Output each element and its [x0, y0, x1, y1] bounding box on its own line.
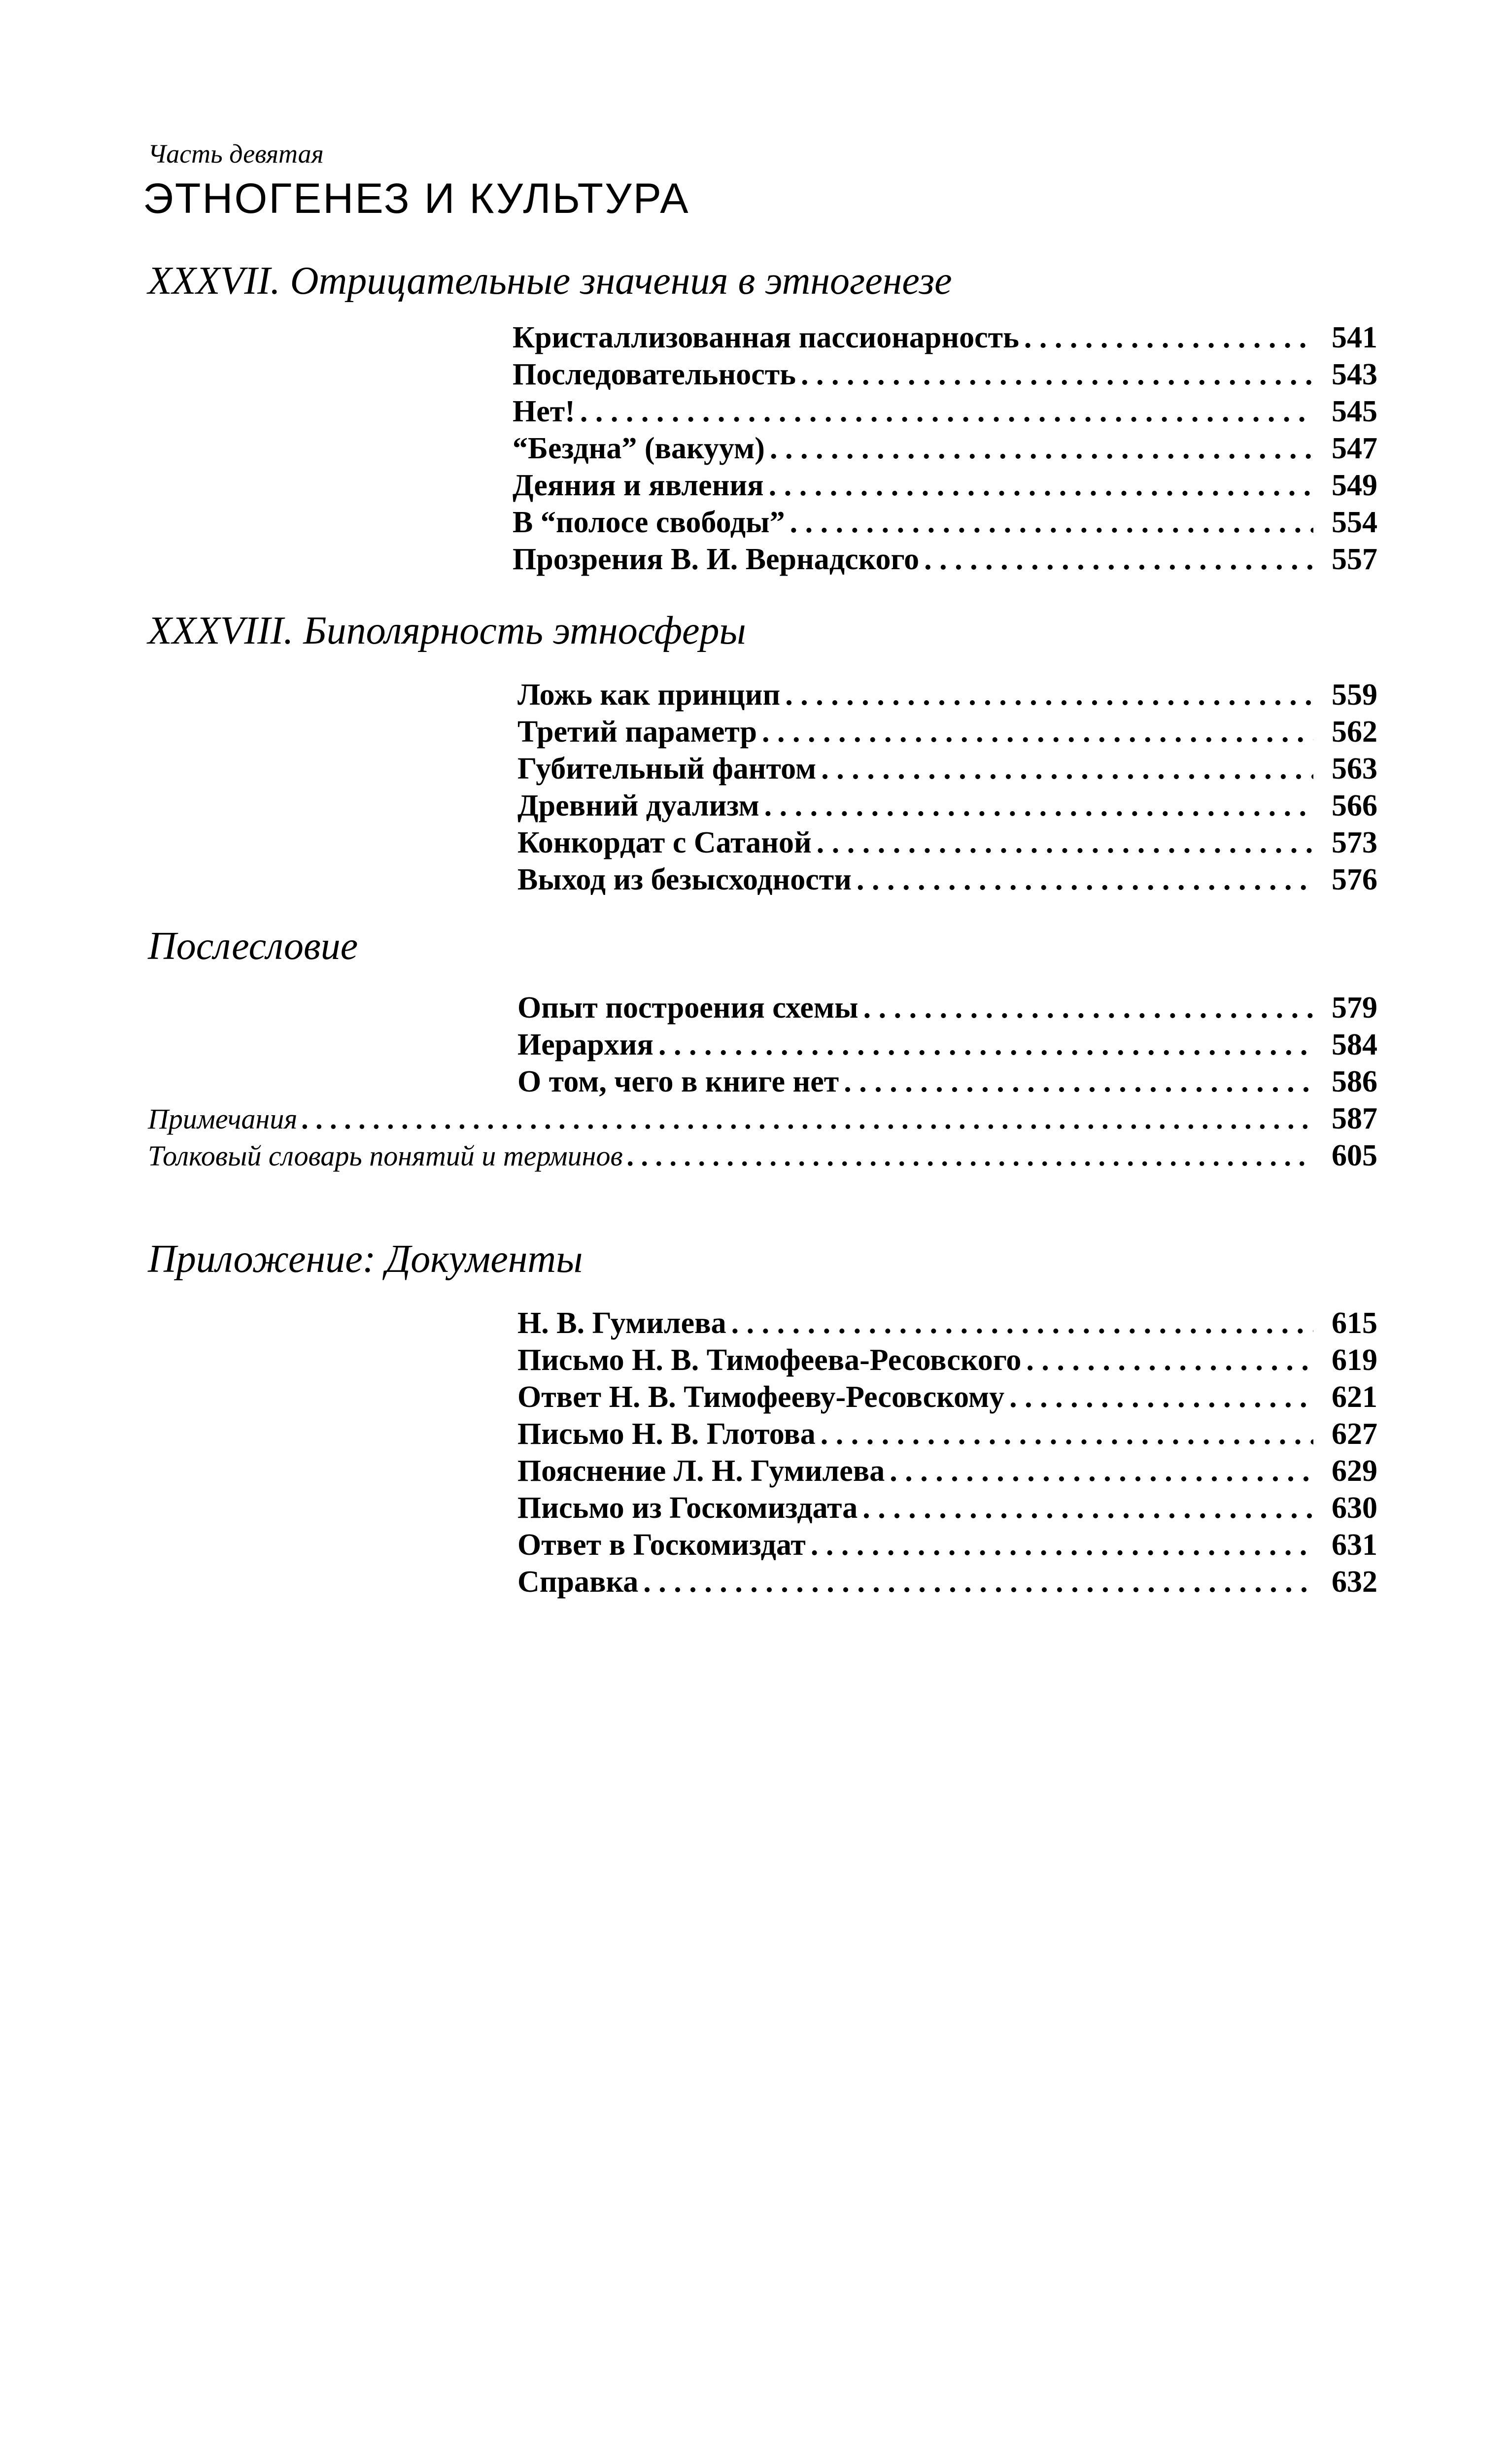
dot-leader: [302, 1102, 1313, 1136]
entry-page: 621: [1332, 1380, 1377, 1414]
entry-page: 545: [1332, 395, 1377, 428]
appendix-heading: Приложение: Документы: [148, 1237, 583, 1281]
entry-page: 631: [1332, 1528, 1377, 1562]
entry-page: 563: [1332, 752, 1377, 786]
entry-page: 584: [1332, 1028, 1377, 1061]
toc-entry[interactable]: [517, 752, 1377, 786]
afterword-heading: Послесловие: [148, 924, 358, 968]
dot-leader: [863, 991, 1313, 1025]
chapter-heading-37: XXXVII. Отрицательные значения в этногенезе: [148, 259, 952, 303]
entry-page: 605: [1332, 1139, 1377, 1172]
toc-entry[interactable]: [517, 1491, 1377, 1525]
entry-page: 586: [1332, 1065, 1377, 1098]
toc-entry[interactable]: [513, 542, 1377, 577]
entry-title: Ложь как принцип: [517, 678, 781, 712]
entry-page: 559: [1332, 678, 1377, 712]
dot-leader: [857, 862, 1313, 897]
chapter-heading-38: XXXVIII. Биполярность этносферы: [148, 609, 746, 652]
entry-page: 541: [1332, 321, 1377, 354]
toc-entry[interactable]: [517, 1027, 1377, 1062]
toc-entry-notes[interactable]: [148, 1101, 1377, 1136]
toc-entry[interactable]: [513, 505, 1377, 540]
dot-leader: [801, 357, 1313, 392]
dot-leader: [731, 1306, 1313, 1340]
entry-title: Справка: [517, 1565, 639, 1599]
toc-entry[interactable]: [513, 357, 1377, 392]
entry-page: 627: [1332, 1417, 1377, 1451]
entry-page: 587: [1332, 1102, 1377, 1135]
toc-entry[interactable]: [513, 468, 1377, 503]
dot-leader: [658, 1027, 1313, 1062]
dot-leader: [844, 1064, 1313, 1099]
toc-entry[interactable]: [517, 1565, 1377, 1599]
toc-entry[interactable]: [517, 678, 1377, 712]
dot-leader: [1026, 1343, 1313, 1377]
entry-page: 630: [1332, 1491, 1377, 1525]
toc-entry-glossary[interactable]: [148, 1138, 1377, 1173]
dot-leader: [785, 678, 1313, 712]
entry-page: 549: [1332, 469, 1377, 502]
dot-leader: [811, 1528, 1313, 1562]
entry-title: Н. В. Гумилева: [517, 1306, 726, 1340]
entry-title: Иерархия: [517, 1028, 653, 1061]
dot-leader: [764, 788, 1313, 823]
entry-page: 632: [1332, 1565, 1377, 1599]
entry-page: 573: [1332, 826, 1377, 859]
dot-leader: [762, 715, 1313, 749]
toc-entry[interactable]: [517, 1528, 1377, 1562]
entry-title: Примечания: [148, 1103, 298, 1135]
entry-page: 554: [1332, 506, 1377, 539]
toc-entry[interactable]: [517, 825, 1377, 860]
toc-entry[interactable]: [517, 1343, 1377, 1377]
dot-leader: [770, 431, 1313, 466]
dot-leader: [769, 468, 1313, 503]
toc-entry[interactable]: [517, 1417, 1377, 1451]
entry-title: Выход из безысходности: [517, 863, 852, 896]
dot-leader: [628, 1139, 1313, 1173]
toc-entry[interactable]: [517, 715, 1377, 749]
dot-leader: [580, 394, 1313, 429]
dot-leader: [790, 505, 1313, 540]
entry-page: 566: [1332, 789, 1377, 822]
entry-page: 576: [1332, 863, 1377, 896]
toc-entry[interactable]: [517, 991, 1377, 1025]
entry-page: 557: [1332, 543, 1377, 576]
dot-leader: [924, 542, 1313, 577]
entry-title: Губительный фантом: [517, 752, 817, 786]
entry-title: Письмо Н. В. Тимофеева-Ресовского: [517, 1343, 1022, 1377]
entry-title: Древний дуализм: [517, 789, 759, 822]
toc-entry[interactable]: [513, 431, 1377, 466]
entry-title: Письмо из Госкомиздата: [517, 1491, 858, 1525]
entry-title: Ответ в Госкомиздат: [517, 1528, 806, 1562]
entry-page: 579: [1332, 991, 1377, 1025]
dot-leader: [862, 1491, 1313, 1525]
entry-page: 543: [1332, 358, 1377, 391]
toc-entry[interactable]: [517, 1454, 1377, 1488]
entry-title: Нет!: [513, 395, 575, 428]
part-label: Часть девятая: [148, 139, 324, 169]
entry-title: Прозрения В. И. Вернадского: [513, 543, 920, 576]
dot-leader: [821, 1417, 1313, 1451]
dot-leader: [1009, 1380, 1313, 1414]
entry-page: 547: [1332, 432, 1377, 465]
entry-title: Письмо Н. В. Глотова: [517, 1417, 816, 1451]
entry-title: Толковый словарь понятий и терминов: [148, 1140, 623, 1172]
entry-title: Последовательность: [513, 358, 796, 391]
toc-entry[interactable]: [513, 320, 1377, 355]
dot-leader: [821, 752, 1313, 786]
toc-entry[interactable]: [513, 394, 1377, 429]
toc-entry[interactable]: [517, 788, 1377, 823]
entry-title: Пояснение Л. Н. Гумилева: [517, 1454, 885, 1488]
entry-title: Конкордат с Сатаной: [517, 826, 812, 859]
entry-title: О том, чего в книге нет: [517, 1065, 839, 1098]
dot-leader: [890, 1454, 1313, 1488]
toc-entry[interactable]: [517, 1306, 1377, 1340]
entry-title: Опыт построения схемы: [517, 991, 858, 1025]
toc-entry[interactable]: [517, 1064, 1377, 1099]
entry-title: Третий параметр: [517, 715, 757, 749]
entry-title: Кристаллизованная пассионарность: [513, 321, 1019, 354]
entry-page: 615: [1332, 1306, 1377, 1340]
entry-title: Ответ Н. В. Тимофееву-Ресовскому: [517, 1380, 1005, 1414]
dot-leader: [1024, 320, 1313, 355]
entry-title: “Бездна” (вакуум): [513, 432, 765, 465]
entry-page: 629: [1332, 1454, 1377, 1488]
toc-entry[interactable]: [517, 862, 1377, 897]
entry-page: 619: [1332, 1343, 1377, 1377]
dot-leader: [643, 1565, 1313, 1599]
toc-entry[interactable]: [517, 1380, 1377, 1414]
entry-title: Деяния и явления: [513, 469, 764, 502]
dot-leader: [817, 825, 1313, 860]
entry-title: В “полосе свободы”: [513, 506, 785, 539]
entry-page: 562: [1332, 715, 1377, 749]
part-title: ЭТНОГЕНЕЗ И КУЛЬТУРА: [143, 175, 690, 222]
